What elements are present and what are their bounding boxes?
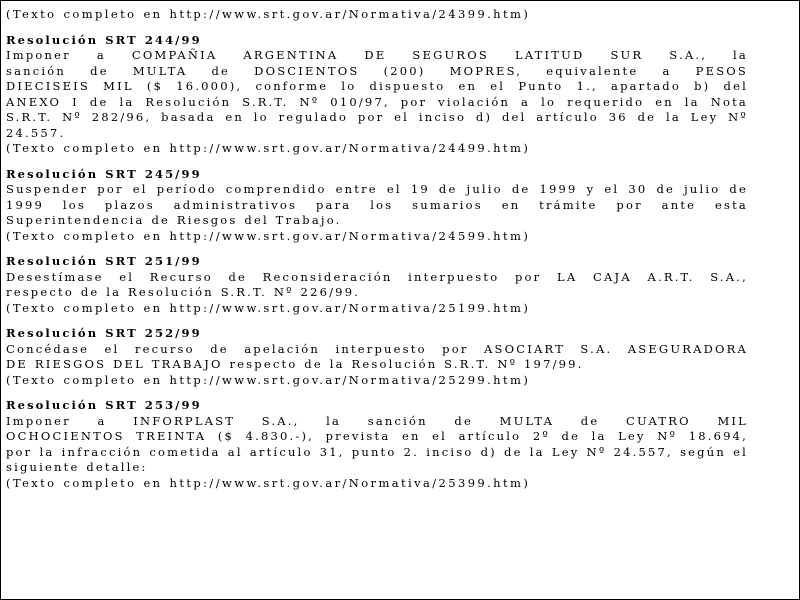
spacer (6, 157, 748, 167)
resolution-text-line: Suspender por el período comprendido entre el 19 de julio de 1999 y el 30 de julio de (6, 182, 748, 196)
resolution-entry (6, 326, 748, 388)
resolution-entry (6, 254, 748, 316)
spacer (6, 316, 748, 326)
resolution-entry (6, 398, 748, 491)
spacer (6, 388, 748, 398)
resolution-title: Resolución SRT 245/99 (6, 166, 202, 181)
full-text-link[interactable]: (Texto completo en http://www.srt.gov.ar/Normativa/24599.htm) (6, 228, 531, 243)
resolution-entry (6, 167, 748, 245)
resolution-text-line: Desestímase el Recurso de Reconsideración interpuesto por LA CAJA A.R.T. S.A., (6, 269, 748, 284)
resolution-text-line: Superintendencia de Riesgos del Trabajo. (6, 213, 342, 227)
resolution-text-line: DIECISEIS MIL ($ 16.000), conforme lo dispuesto en el Punto 1., apartado b) del (6, 79, 748, 93)
full-text-link[interactable]: (Texto completo en http://www.srt.gov.ar/Normativa/25299.htm) (6, 372, 531, 387)
resolution-text-line: 24.557. (6, 125, 66, 140)
resolution-text-line: respecto de la Resolución S.R.T. Nº 226/99. (6, 285, 361, 299)
resolution-text-line: sanción de MULTA de DOSCIENTOS (200) MOPRES, equivalente a PESOS (6, 63, 748, 78)
full-text-link[interactable]: (Texto completo en http://www.srt.gov.ar/Normativa/25399.htm) (6, 475, 531, 490)
full-text-link[interactable]: (Texto completo en http://www.srt.gov.ar/Normativa/25199.htm) (6, 300, 531, 315)
full-text-link[interactable]: (Texto completo en http://www.srt.gov.ar/Normativa/24399.htm) (6, 7, 531, 21)
document-content (6, 7, 748, 491)
resolution-text-line: 1999 los plazos administrativos para los sumarios en trámite por ante esta (6, 197, 748, 212)
resolution-text-line: DE RIESGOS DEL TRABAJO respecto de la Resolución S.R.T. Nº 197/99. (6, 357, 584, 371)
resolution-title: Resolución SRT 251/99 (6, 254, 202, 268)
resolution-text-line: ANEXO I de la Resolución S.R.T. Nº 010/97, por violación a lo requerido en la Nota (6, 94, 748, 109)
resolution-title: Resolución SRT 253/99 (6, 398, 202, 412)
resolution-entry (6, 33, 748, 157)
resolution-text-line: OCHOCIENTOS TREINTA ($ 4.830.-), prevista en el artículo 2º de la Ley Nº 18.694, (6, 429, 748, 443)
resolution-title: Resolución SRT 244/99 (6, 32, 202, 47)
resolution-title: Resolución SRT 252/99 (6, 326, 202, 340)
resolution-text-line: Concédase el recurso de apelación interpuesto por ASOCIART S.A. ASEGURADORA (6, 341, 748, 356)
resolution-text-line: S.R.T. Nº 282/96, basada en lo regulado por el inciso d) del artículo 36 de la Ley Nº (6, 110, 748, 124)
spacer (6, 23, 748, 33)
resolution-text-line: Imponer a COMPAÑIA ARGENTINA DE SEGUROS LATITUD SUR S.A., la (6, 48, 748, 62)
resolution-text-line: por la infracción cometida al artículo 31, punto 2. inciso d) de la Ley Nº 24.557, según el (6, 444, 748, 459)
resolution-text-line: siguiente detalle: (6, 460, 148, 474)
spacer (6, 244, 748, 254)
resolution-text-line: Imponer a INFORPLAST S.A., la sanción de MULTA de CUATRO MIL (6, 413, 748, 428)
full-text-link[interactable]: (Texto completo en http://www.srt.gov.ar/Normativa/24499.htm) (6, 141, 531, 155)
